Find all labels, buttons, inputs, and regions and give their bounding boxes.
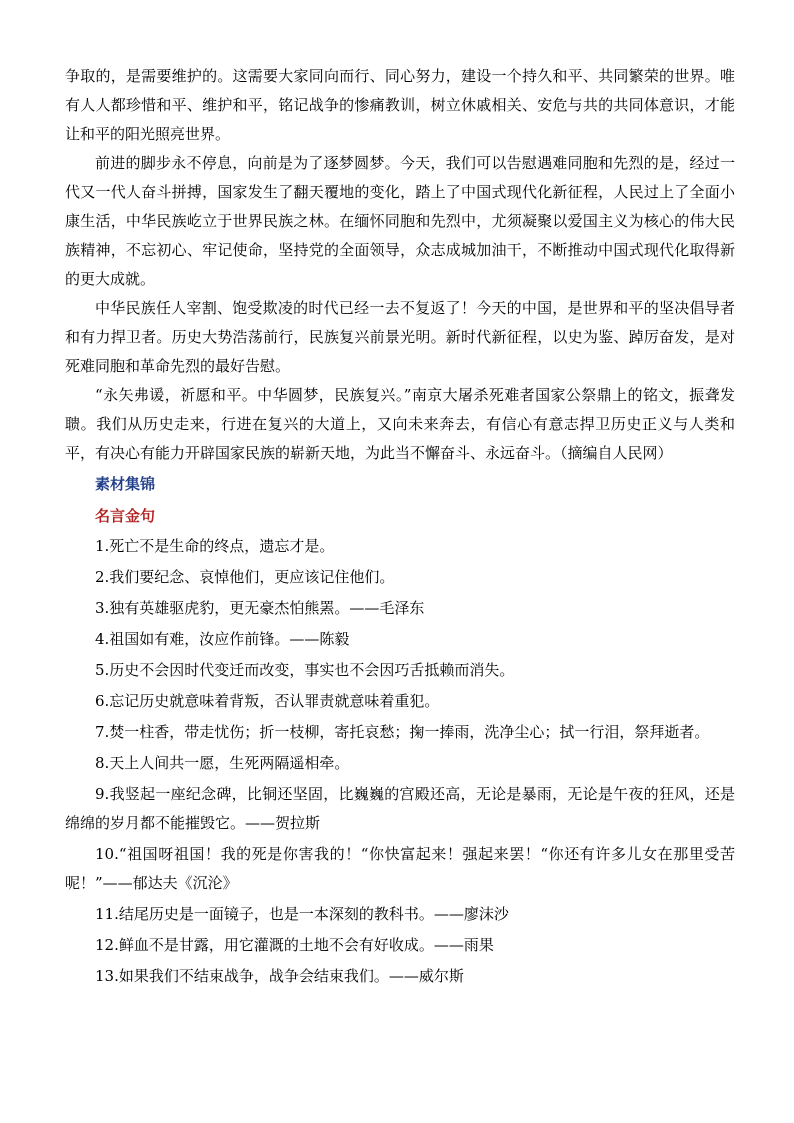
- quote-item-4: 4.祖国如有难，汝应作前锋。——陈毅: [95, 630, 350, 648]
- quote-item-1: 1.死亡不是生命的终点，遗忘才是。: [95, 537, 335, 555]
- quote-item-7: 7.焚一柱香，带走忧伤；折一枝柳，寄托哀愁；掬一捧雨，洗净尘心；拭一行泪，祭拜逝者。: [95, 723, 710, 741]
- article-paragraph-4: “永矢弗谖，祈愿和平。中华圆梦，民族复兴。”南京大屠杀死难者国家公祭鼎上的铭文，振聋发聩。我们从历史走来，行进在复兴的大道上，又向未来奔去，有信心有意志捍卫历史正义与人类和平，有决心有能力开辟国家民族的崭新天地，为此当不懈奋斗、永远奋斗。（摘编自人民网）: [65, 386, 735, 462]
- quote-item-3: 3.独有英雄驱虎豹，更无豪杰怕熊罴。——毛泽东: [95, 599, 425, 617]
- article-body: [65, 62, 735, 468]
- document-page: [65, 62, 735, 993]
- material-section-title: 素材集锦: [95, 475, 156, 493]
- quote-item-5: 5.历史不会因时代变迁而改变，事实也不会因巧舌抵赖而消失。: [95, 661, 515, 679]
- article-paragraph-1: 争取的，是需要维护的。这需要大家同向而行、同心努力，建设一个持久和平、共同繁荣的世界。唯有人人都珍惜和平、维护和平，铭记战争的惨痛教训，树立休戚相关、安危与共的共同体意识，才能让和平的阳光照亮世界。: [65, 67, 735, 143]
- quote-item-12: 12.鲜血不是甘露，用它灌溉的土地不会有好收成。——雨果: [95, 936, 494, 954]
- article-paragraph-3: 中华民族任人宰割、饱受欺凌的时代已经一去不复返了！今天的中国，是世界和平的坚决倡导者和有力捍卫者。历史大势浩荡前行，民族复兴前景光明。新时代新征程，以史为鉴、踔厉奋发，是对死难同胞和革命先烈的最好告慰。: [65, 299, 735, 375]
- quote-item-9: 9.我竖起一座纪念碑，比铜还坚固，比巍巍的宫殿还高，无论是暴雨，无论是午夜的狂风，还是绵绵的岁月都不能摧毁它。——贺拉斯: [65, 785, 735, 832]
- quote-item-10: 10.“祖国呀祖国！我的死是你害我的！“你快富起来！强起来罢！“你还有许多儿女在那里受苦呢！”——郁达夫《沉沦》: [65, 845, 735, 892]
- quote-item-6: 6.忘记历史就意味着背叛，否认罪责就意味着重犯。: [95, 692, 440, 710]
- quote-item-13: 13.如果我们不结束战争，战争会结束我们。——威尔斯: [95, 967, 464, 985]
- quote-item-8: 8.天上人间共一愿，生死两隔遥相牵。: [95, 754, 350, 772]
- quotes-list: [65, 532, 735, 993]
- article-paragraph-2: 前进的脚步永不停息，向前是为了逐梦圆梦。今天，我们可以告慰遇难同胞和先烈的是，经过一代又一代人奋斗拼搏，国家发生了翻天覆地的变化，踏上了中国式现代化新征程，人民过上了全面小康生活，中华民族屹立于世界民族之林。在缅怀同胞和先烈中，尤须凝聚以爱国主义为核心的伟大民族精神，不忘初心、牢记使命，坚持党的全面领导，众志成城加油干，不断推动中国式现代化取得新的更大成就。: [65, 154, 735, 288]
- quote-item-2: 2.我们要纪念、哀悼他们，更应该记住他们。: [95, 568, 395, 586]
- quote-item-11: 11.结尾历史是一面镜子，也是一本深刻的教科书。——廖沫沙: [95, 905, 509, 923]
- quotes-section-title: 名言金句: [95, 507, 156, 525]
